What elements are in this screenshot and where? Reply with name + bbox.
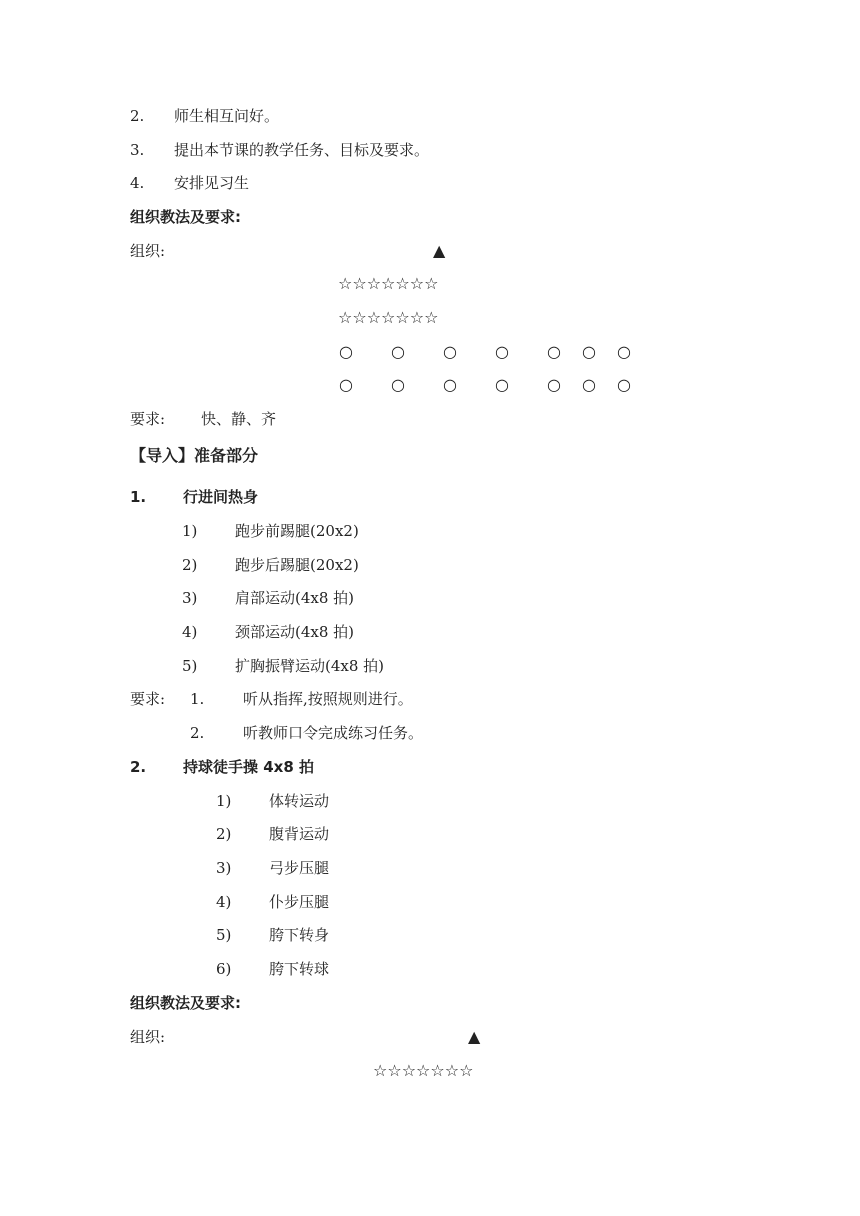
list-item xyxy=(216,892,330,912)
section-heading: 【导入】准备部分 xyxy=(130,446,259,465)
requirement-label: 要求: xyxy=(130,690,166,708)
teacher-triangle-icon: ▲ xyxy=(433,241,446,260)
part-number: 2. xyxy=(130,758,147,776)
list-number: 2) xyxy=(216,825,232,843)
list-item xyxy=(216,858,330,878)
list-text: 颈部运动(4x8 拍) xyxy=(235,623,355,641)
list-item xyxy=(190,723,424,743)
circle-icon: ○ xyxy=(391,375,405,394)
list-text: 弓步压腿 xyxy=(269,859,330,877)
list-number: 4. xyxy=(130,174,145,192)
star-row: ☆☆☆☆☆☆☆ xyxy=(338,274,439,293)
requirement-text: 快、静、齐 xyxy=(201,410,277,428)
org-label: 组织: xyxy=(130,242,166,260)
star-row: ☆☆☆☆☆☆☆ xyxy=(373,1061,474,1080)
part-heading xyxy=(130,757,314,777)
list-item xyxy=(130,140,430,160)
list-number: 5) xyxy=(216,926,232,944)
list-text: 仆步压腿 xyxy=(269,893,330,911)
list-number: 2) xyxy=(182,556,198,574)
list-number: 1) xyxy=(216,792,232,810)
circle-icon: ○ xyxy=(391,342,405,361)
list-item xyxy=(216,824,330,844)
list-item xyxy=(216,791,330,811)
teacher-triangle-icon: ▲ xyxy=(468,1027,481,1046)
list-number: 4) xyxy=(216,893,232,911)
part-number: 1. xyxy=(130,488,147,506)
circle-icon: ○ xyxy=(547,375,561,394)
list-item xyxy=(216,959,330,979)
requirement-line xyxy=(130,409,277,429)
circle-icon: ○ xyxy=(547,342,561,361)
list-text: 提出本节课的教学任务、目标及要求。 xyxy=(174,141,430,159)
circle-icon: ○ xyxy=(495,342,509,361)
list-text: 扩胸振臂运动(4x8 拍) xyxy=(235,657,385,675)
requirement-label: 要求: xyxy=(130,410,166,428)
circle-icon: ○ xyxy=(443,375,457,394)
list-number: 3. xyxy=(130,141,145,159)
list-item xyxy=(130,106,280,126)
list-text: 跑步后踢腿(20x2) xyxy=(235,556,359,574)
list-number: 2. xyxy=(190,724,205,742)
circle-icon: ○ xyxy=(339,342,353,361)
list-text: 跑步前踢腿(20x2) xyxy=(235,522,359,540)
list-text: 安排见习生 xyxy=(174,174,250,192)
list-number: 5) xyxy=(182,657,198,675)
list-number: 6) xyxy=(216,960,232,978)
circle-icon: ○ xyxy=(495,375,509,394)
list-number: 1. xyxy=(190,690,205,708)
circle-icon: ○ xyxy=(443,342,457,361)
list-text: 胯下转身 xyxy=(269,926,330,944)
list-text: 胯下转球 xyxy=(269,960,330,978)
list-number: 3) xyxy=(182,589,198,607)
circle-icon: ○ xyxy=(582,375,596,394)
star-row: ☆☆☆☆☆☆☆ xyxy=(338,308,439,327)
list-text: 听教师口令完成练习任务。 xyxy=(243,724,424,742)
list-item xyxy=(182,622,355,642)
part-heading xyxy=(130,487,259,507)
list-number: 2. xyxy=(130,107,145,125)
list-text: 体转运动 xyxy=(269,792,330,810)
org-heading: 组织教法及要求: xyxy=(130,994,241,1012)
circle-icon: ○ xyxy=(617,375,631,394)
list-item xyxy=(182,521,359,541)
org-heading: 组织教法及要求: xyxy=(130,208,241,226)
part-title: 持球徒手操 4x8 拍 xyxy=(183,758,314,776)
list-number: 4) xyxy=(182,623,198,641)
list-text: 听从指挥,按照规则进行。 xyxy=(243,690,413,708)
list-number: 1) xyxy=(182,522,198,540)
list-text: 肩部运动(4x8 拍) xyxy=(235,589,355,607)
part-title: 行进间热身 xyxy=(183,488,259,506)
list-item xyxy=(130,173,250,193)
circle-icon: ○ xyxy=(582,342,596,361)
list-text: 师生相互问好。 xyxy=(174,107,280,125)
list-text: 腹背运动 xyxy=(269,825,330,843)
list-item xyxy=(190,689,413,709)
list-item xyxy=(182,555,359,575)
list-item xyxy=(216,925,330,945)
list-number: 3) xyxy=(216,859,232,877)
circle-icon: ○ xyxy=(617,342,631,361)
org-label: 组织: xyxy=(130,1028,166,1046)
circle-icon: ○ xyxy=(339,375,353,394)
list-item xyxy=(182,588,355,608)
list-item xyxy=(182,656,385,676)
